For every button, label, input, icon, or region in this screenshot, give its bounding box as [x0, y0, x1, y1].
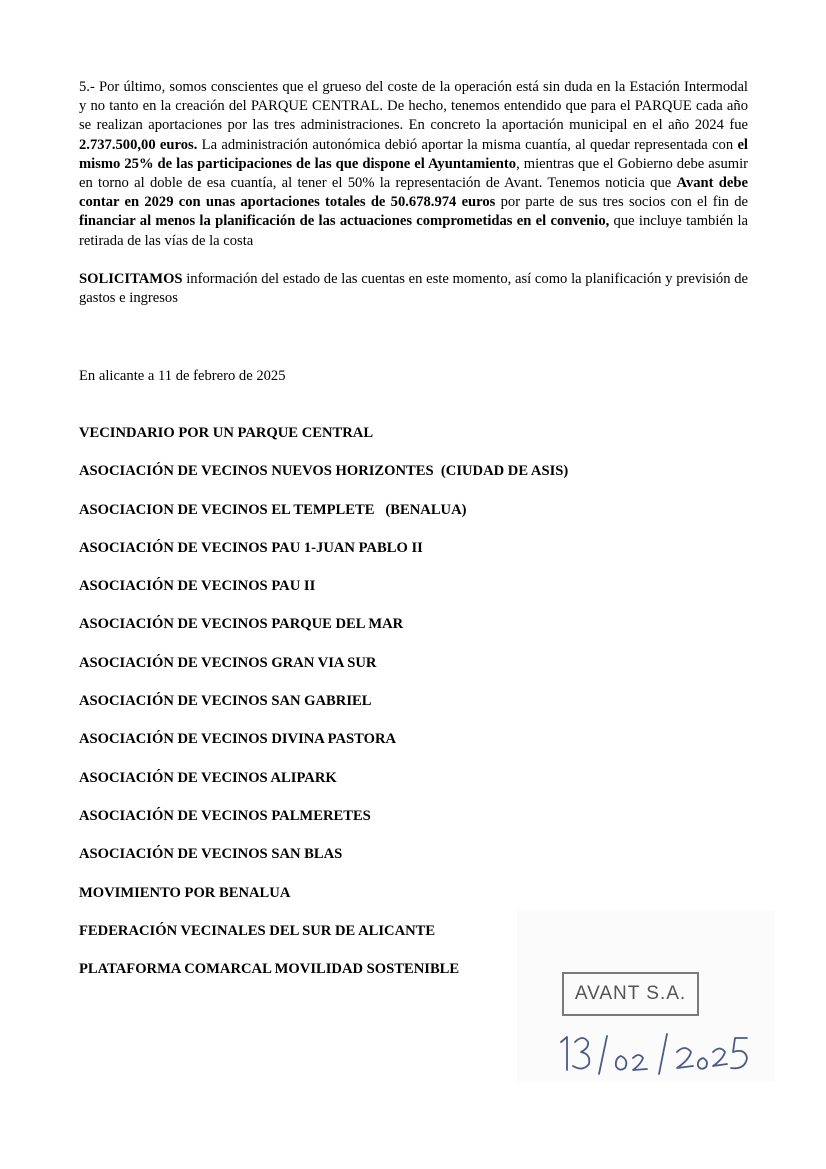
- signatory: ASOCIACIÓN DE VECINOS PAU II: [79, 578, 316, 595]
- paragraph-5-bold-2: el mismo 25% de las participaciones de las que dispone el Ayuntamiento: [79, 136, 748, 172]
- request-paragraph: [79, 270, 748, 308]
- request-label: SOLICITAMOS: [79, 270, 183, 287]
- stamp-box: [562, 972, 699, 1016]
- signatory: MOVIMIENTO POR BENALUA: [79, 884, 291, 901]
- handwritten-date: [555, 1028, 755, 1078]
- signatory: ASOCIACIÓN DE VECINOS ALIPARK: [79, 769, 337, 786]
- signatory: PLATAFORMA COMARCAL MOVILIDAD SOSTENIBLE: [79, 961, 460, 978]
- signatory: ASOCIACIÓN DE VECINOS PARQUE DEL MAR: [79, 616, 404, 633]
- signatory: ASOCIACIÓN DE VECINOS PAU 1-JUAN PABLO II: [79, 539, 423, 556]
- signatory: FEDERACIÓN VECINALES DEL SUR DE ALICANTE: [79, 922, 436, 939]
- paragraph-5-text-5: que incluye también la retirada de las vías de la costa: [79, 213, 748, 249]
- paragraph-5-bold-3: Avant debe contar en 2029 con unas aportaciones totales de 50.678.974 euros: [79, 175, 748, 211]
- document-body: [79, 78, 748, 308]
- signatory: ASOCIACIÓN DE VECINOS PALMERETES: [79, 807, 371, 824]
- signatory: ASOCIACIÓN DE VECINOS SAN BLAS: [79, 846, 343, 863]
- stamp-text: AVANT S.A.: [574, 983, 687, 1004]
- paragraph-5-text-4: por parte de sus tres socios con el fin de: [495, 194, 748, 211]
- paragraph-5-text-3: , mientras que el Gobierno debe asumir en torno al doble de esa cuantía, al tener el 50% la representación de Avant. Tenemos noticia que: [79, 155, 749, 192]
- paragraph-5-bold-1: 2.737.500,00 euros.: [79, 136, 198, 153]
- signatory: ASOCIACIÓN DE VECINOS NUEVOS HORIZONTES (CIUDAD DE ASIS): [79, 463, 569, 480]
- date-line: En alicante a 11 de febrero de 2025: [79, 368, 286, 384]
- paragraph-5-text-1: 5.- Por último, somos conscientes que el grueso del coste de la operación está sin duda en la Estación Intermodal y no tanto en la creación del PARQUE CENTRAL. De hecho, tenemos entendido que para el PARQUE cada año se realizan aportaciones por las tres administraciones. En concreto la aportación municipal en el año 2024 fue: [79, 79, 748, 134]
- received-stamp: [517, 910, 775, 1082]
- paragraph-5-text-2: La administración autonómica debió aportar la misma cuantía, al quedar representada con: [197, 136, 738, 153]
- signatory: ASOCIACIÓN DE VECINOS SAN GABRIEL: [79, 693, 372, 710]
- signatory: ASOCIACIÓN DE VECINOS DIVINA PASTORA: [79, 731, 397, 748]
- request-text: información del estado de las cuentas en este momento, así como la planificación y previsión de gastos e ingresos: [79, 270, 748, 307]
- signatory: ASOCIACIÓN DE VECINOS GRAN VIA SUR: [79, 654, 377, 671]
- signatory: ASOCIACION DE VECINOS EL TEMPLETE (BENALUA): [79, 501, 467, 518]
- signatory: VECINDARIO POR UN PARQUE CENTRAL: [79, 425, 374, 441]
- paragraph-5-bold-4: financiar al menos la planificación de las actuaciones comprometidas en el convenio,: [79, 213, 610, 230]
- paragraph-5: [79, 78, 748, 251]
